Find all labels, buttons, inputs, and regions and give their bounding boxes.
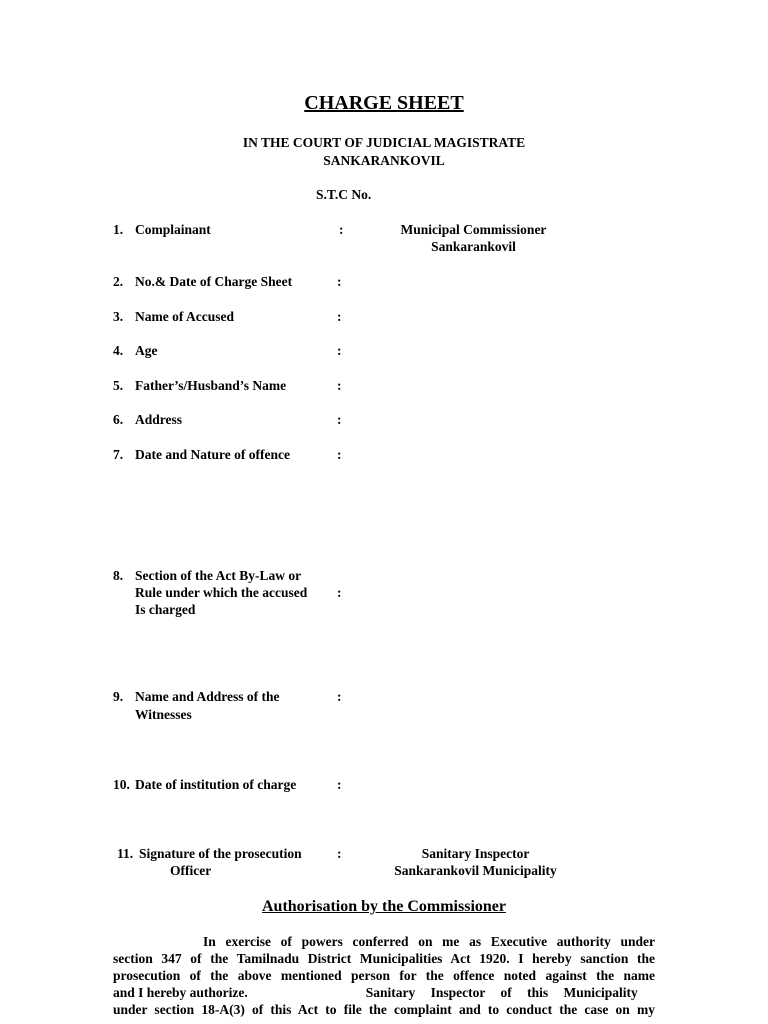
item-number: 9. <box>113 689 124 704</box>
officer-value-line2: Sankarankovil Municipality <box>394 863 557 878</box>
item-number: 11. <box>117 846 134 861</box>
field-label: Father’s/Husband’s Name <box>135 378 287 393</box>
paragraph-line: section 347 of the Tamilnadu District Municipalities Act 1920. I hereby sanction the <box>113 951 655 966</box>
field-label: Complainant <box>135 222 211 237</box>
field-label-line3: Is charged <box>135 602 196 617</box>
paragraph-line: prosecution of the above mentioned person for the offence noted against the name <box>113 968 655 983</box>
item-number: 5. <box>113 378 124 393</box>
page-title: CHARGE SHEET <box>304 92 464 114</box>
court-name-line: IN THE COURT OF JUDICIAL MAGISTRATE <box>242 135 526 150</box>
field-label-line1: Section of the Act By-Law or <box>135 568 302 583</box>
separator-colon: : <box>339 222 344 237</box>
field-label: Date of institution of charge <box>135 777 297 792</box>
paragraph-line-authorize <box>113 984 655 1001</box>
item-number: 1. <box>113 222 124 237</box>
field-label-line1: Name and Address of the <box>135 689 280 704</box>
separator-colon: : <box>337 777 342 792</box>
item-number: 6. <box>113 412 124 427</box>
paragraph-line: under section 18-A(3) of this Act to file the complaint and to conduct the case on my <box>113 1002 655 1017</box>
item-number: 7. <box>113 447 124 462</box>
complainant-value-line1: Municipal Commissioner <box>400 222 547 237</box>
separator-colon: : <box>337 846 342 861</box>
separator-colon: : <box>337 412 342 427</box>
item-number: 3. <box>113 309 124 324</box>
field-label-line1: Signature of the prosecution <box>139 846 302 861</box>
field-label: Age <box>135 343 158 358</box>
item-number: 10. <box>113 777 130 792</box>
separator-colon: : <box>337 447 342 462</box>
stc-number-label: S.T.C No. <box>316 187 372 202</box>
separator-colon: : <box>337 343 342 358</box>
item-number: 8. <box>113 568 124 583</box>
separator-colon: : <box>337 309 342 324</box>
separator-colon: : <box>337 378 342 393</box>
field-label: Address <box>135 412 183 427</box>
separator-colon: : <box>337 585 342 600</box>
field-label-line2: Witnesses <box>135 707 192 722</box>
court-location-line: SANKARANKOVIL <box>323 153 445 168</box>
field-label-line2: Officer <box>170 863 212 878</box>
field-label-line2: Rule under which the accused <box>135 585 308 600</box>
field-label: No.& Date of Charge Sheet <box>135 274 293 289</box>
paragraph-text: and I hereby authorize. <box>113 985 248 1000</box>
item-number: 4. <box>113 343 124 358</box>
field-label: Date and Nature of offence <box>135 447 290 462</box>
separator-colon: : <box>337 274 342 289</box>
officer-value-line1: Sanitary Inspector <box>421 846 530 861</box>
item-number: 2. <box>113 274 124 289</box>
complainant-value-line2: Sankarankovil <box>431 239 516 254</box>
field-label: Name of Accused <box>135 309 234 324</box>
authorisation-heading: Authorisation by the Commissioner <box>261 898 506 915</box>
separator-colon: : <box>337 689 342 704</box>
paragraph-text: Sanitary Inspector of this Municipality <box>365 985 638 1000</box>
paragraph-line: In exercise of powers conferred on me as Executive authority under <box>203 934 655 949</box>
authorisation-paragraph <box>113 933 655 1018</box>
